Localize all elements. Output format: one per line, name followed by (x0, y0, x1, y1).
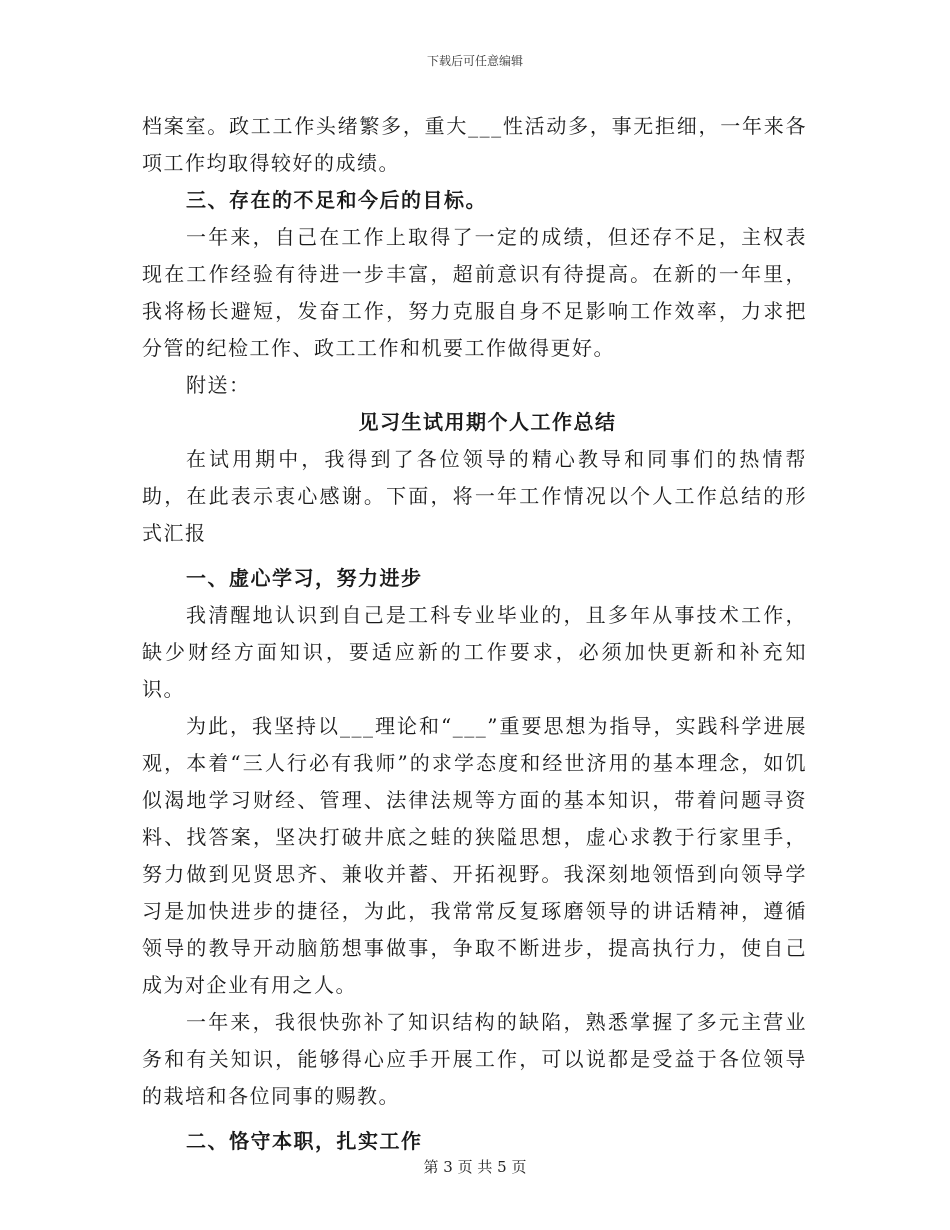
document-title: 见习生试用期个人工作总结 (358, 410, 617, 434)
paragraph-intro: 在试用期中，我得到了各位领导的精心教导和同事们的热情帮助，在此表示衷心感谢。下面，将一年工作情况以个人工作总结的形式汇报 (142, 447, 807, 545)
paragraph-awareness: 我清醒地认识到自己是工科专业毕业的，且多年从事技术工作，缺少财经方面知识，要适应新的工作要求，必须加快更新和补充知识。 (142, 603, 807, 701)
paragraph-study: 为此，我坚持以___理论和“___”重要思想为指导，实践科学进展观，本着“三人行必有我师”的求学态度和经世济用的基本理念，如饥似渴地学习财经、管理、法律法规等方面的基本知识，带着问题寻资料、找答案，坚决打破井底之蛙的狭隘思想，虚心求教于行家里手，努力做到见贤思齐、兼收并蓄、开拓视野。我深刻地领悟到向领导学习是加快进步的捷径，为此，我常常反复琢磨领导的讲话精神，遵循领导的教导开动脑筋想事做事，争取不断进步，提高执行力，使自己成为对企业有用之人。 (142, 714, 807, 997)
paragraph-progress: 一年来，我很快弥补了知识结构的缺陷，熟悉掌握了多元主营业务和有关知识，能够得心应手开展工作，可以说都是受益于各位领导的栽培和各位同事的赐教。 (142, 1010, 807, 1108)
section-heading-1: 一、虚心学习，努力进步 (186, 566, 423, 590)
paragraph-shortcomings: 一年来，自己在工作上取得了一定的成绩，但还存不足，主权表现在工作经验有待进一步丰富，超前意识有待提高。在新的一年里，我将杨长避短，发奋工作，努力克服自身不足影响工作效率，力求把分管的纪检工作、政工工作和机要工作做得更好。 (142, 225, 807, 360)
section-heading-3: 三、存在的不足和今后的目标。 (186, 188, 487, 212)
page-footer: 第 3 页 共 5 页 (423, 1158, 527, 1176)
section-heading-2: 二、恪守本职，扎实工作 (186, 1129, 423, 1153)
paragraph-appendix-label: 附送： (186, 373, 251, 397)
document-body (142, 108, 807, 1160)
paragraph-continuation: 档案室。政工工作头绪繁多，重大___性活动多，事无拒细，一年来各项工作均取得较好的成绩。 (142, 114, 807, 175)
page-header: 下载后可任意编辑 (426, 54, 523, 68)
